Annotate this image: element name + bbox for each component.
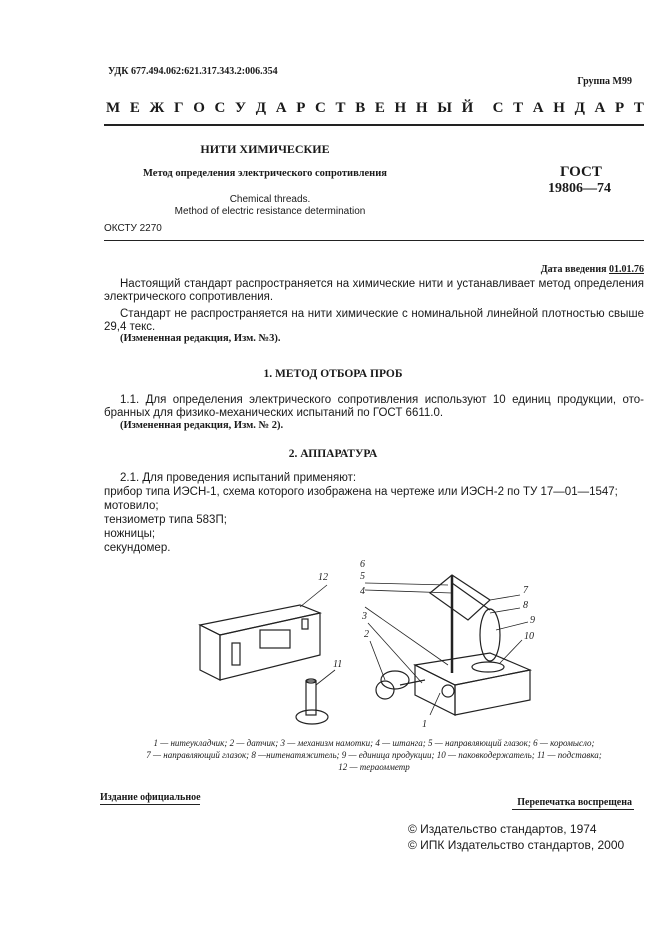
banner-letter: Й xyxy=(461,100,474,116)
intro-paragraph-2: Стандарт не распространяется на нити химические с номинальной линейной плотностью свыше 29,4 текс. xyxy=(104,308,644,333)
banner-letter: Д xyxy=(574,100,585,116)
banner-letter: С xyxy=(492,100,504,116)
section-2-line: тензиометр типа 583П; xyxy=(104,514,227,526)
base-drawing xyxy=(376,575,530,715)
figure-label: 2 xyxy=(364,629,369,640)
group-code: Группа М99 xyxy=(577,76,632,87)
banner-letter: Е xyxy=(129,100,140,116)
figure-label: 1 xyxy=(422,719,427,730)
edit-note-1: (Измененная редакция, Изм. №3). xyxy=(120,333,281,344)
banner-letter: А xyxy=(594,100,606,116)
banner-letter: Н xyxy=(394,100,407,116)
section-2-line: секундомер. xyxy=(104,542,171,554)
intro-paragraph-1: Настоящий стандарт распространяется на химические нити и устанавливает метод определения электрического сопротивления. xyxy=(104,278,644,303)
banner-letter: Р xyxy=(615,100,625,116)
section-1-heading: 1. МЕТОД ОТБОРА ПРОБ xyxy=(263,368,403,380)
section-2-line: прибор типа ИЭСН-1, схема которого изображена на чертеже или ИЭСН-2 по ТУ 17—01—1547; xyxy=(104,486,618,498)
banner-letter: Т xyxy=(633,100,644,116)
banner-letter: Р xyxy=(296,100,306,116)
okstu-code: ОКСТУ 2270 xyxy=(104,223,162,234)
banner-letter: А xyxy=(275,100,287,116)
official-edition: Издание официальное xyxy=(100,792,201,803)
banner-letter: Ж xyxy=(149,100,165,116)
section-2-line: 2.1. Для проведения испытаний применяют: xyxy=(120,472,357,484)
document-title: НИТИ ХИМИЧЕСКИЕ xyxy=(200,142,330,156)
leader-lines xyxy=(300,583,528,715)
figure-label: 12 xyxy=(318,572,328,583)
banner-letter: С xyxy=(315,100,326,116)
figure-label: 6 xyxy=(360,559,365,570)
banner-letter: В xyxy=(355,100,366,116)
udk-code: УДК 677.494.062:621.317.343.2:006.354 xyxy=(108,66,278,77)
banner-letter: Д xyxy=(255,100,267,116)
banner-letter: Ы xyxy=(437,100,452,116)
effective-date xyxy=(541,264,644,275)
document-subtitle: Метод определения электрического сопротивления xyxy=(143,168,387,179)
figure-caption-line2: 7 — направляющий глазок; 8 —нитенатяжитель; 9 — единица продукции; 10 — паковкодержатель; 11 — подставка; xyxy=(146,750,602,760)
standard-banner xyxy=(106,100,644,117)
gost-number: 19806—74 xyxy=(548,181,611,196)
figure-label: 7 xyxy=(523,585,528,596)
banner-letter: Т xyxy=(513,100,524,116)
copyright-2000: © ИПК Издательство стандартов, 2000 xyxy=(408,838,625,852)
banner-letter: Н xyxy=(553,100,565,116)
banner-letter: О xyxy=(193,100,205,116)
banner-letter: У xyxy=(235,100,247,116)
reprint-prohibited: Перепечатка воспрещена xyxy=(517,797,632,808)
english-title-line2: Method of electric resistance determination xyxy=(174,206,366,217)
edit-note-2: (Измененная редакция, Изм. № 2). xyxy=(120,420,284,431)
english-title-line1: Chemical threads. xyxy=(229,194,311,205)
section-2-heading: 2. АППАРАТУРА xyxy=(288,448,378,460)
banner-letter: А xyxy=(532,100,544,116)
stand-drawing xyxy=(296,679,328,724)
figure-label: 10 xyxy=(524,631,534,642)
figure-caption-line3: 12 — тераомметр xyxy=(338,762,410,772)
teraohmmeter-drawing xyxy=(200,605,320,680)
footer-rule-right xyxy=(512,809,634,810)
banner-letter: Е xyxy=(374,100,385,116)
date-label: Дата введения xyxy=(540,264,607,275)
figure-label: 3 xyxy=(362,611,367,622)
gost-label: ГОСТ xyxy=(560,164,602,180)
figure-label: 4 xyxy=(360,586,365,597)
apparatus-figure xyxy=(190,555,570,735)
banner-letter: Т xyxy=(335,100,346,116)
copyright-1974: © Издательство стандартов, 1974 xyxy=(408,822,597,836)
figure-label: 9 xyxy=(530,615,535,626)
section-2-line: ножницы; xyxy=(104,528,156,540)
footer-rule-left xyxy=(100,804,200,805)
header-rule xyxy=(104,240,644,241)
banner-letter: С xyxy=(214,100,226,116)
figure-label: 8 xyxy=(523,600,528,611)
figure-caption-line1: 1 — нитеукладчик; 2 — датчик; 3 — механизм намотки; 4 — штанга; 5 — направляющий глазок; 6 — коромысло; xyxy=(153,738,595,748)
date-value: 01.01.76 xyxy=(609,264,644,275)
section-1-paragraph: 1.1. Для определения электрического сопротивления используют 10 единиц продукции, ото-бранных для физико-механических испытаний по ГОСТ 6611.0. xyxy=(104,394,644,419)
banner-letter: Г xyxy=(174,100,184,116)
banner-letter: М xyxy=(106,100,121,116)
figure-label: 11 xyxy=(333,659,343,670)
figure-label: 5 xyxy=(360,571,365,582)
section-2-line: мотовило; xyxy=(104,500,159,512)
banner-rule xyxy=(104,124,644,126)
banner-letter: Н xyxy=(415,100,428,116)
